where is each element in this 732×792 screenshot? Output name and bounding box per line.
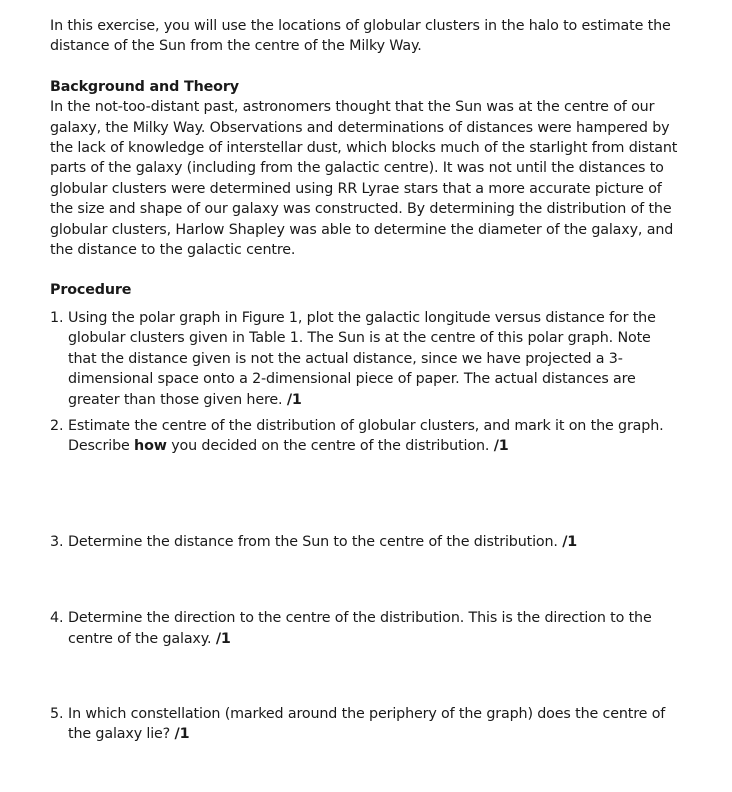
background-section xyxy=(50,77,680,261)
step-mark: /1 xyxy=(493,438,509,455)
step-mark: /1 xyxy=(174,726,190,743)
step-emphasis: how xyxy=(134,438,167,455)
document-page xyxy=(50,16,680,745)
step-number: 1. xyxy=(50,309,64,326)
step-text: Estimate the centre of the distribution of globular clusters, and mark it on the graph. Describe xyxy=(68,417,664,455)
step-mark: /1 xyxy=(215,630,231,647)
step-number: 3. xyxy=(50,533,64,550)
step-text-continued: you decided on the centre of the distribution. xyxy=(171,438,490,455)
step-mark: /1 xyxy=(286,391,302,408)
step-text: Determine the distance from the Sun to the centre of the distribution. xyxy=(68,533,558,550)
step-mark: /1 xyxy=(562,533,578,550)
step-number: 2. xyxy=(50,417,64,434)
intro-paragraph xyxy=(50,16,680,57)
step-text: Determine the direction to the centre of the distribution. This is the direction to the centre of the galaxy. xyxy=(68,610,652,647)
procedure-step-4 xyxy=(50,608,680,649)
procedure-step-2 xyxy=(50,416,680,457)
step-text: In which constellation (marked around the periphery of the graph) does the centre of the galaxy lie? xyxy=(68,705,666,743)
procedure-step-3 xyxy=(50,532,680,552)
procedure-section xyxy=(50,280,680,744)
intro-text: In this exercise, you will use the locations of globular clusters in the halo to estimate the distance of the Sun from the centre of the Milky Way. xyxy=(50,18,671,55)
step-text: Using the polar graph in Figure 1, plot the galactic longitude versus distance for the globular clusters given in Table 1. The Sun is at the centre of this polar graph. Note that the distance given is not the actual distance, since we have projected a 3-dimensional space onto a 2-dimensional piece of paper. The actual distances are greater than those given here. xyxy=(68,309,656,408)
step-number: 5. xyxy=(50,705,64,722)
step-number: 4. xyxy=(50,610,64,627)
procedure-steps-list xyxy=(50,308,680,745)
background-heading: Background and Theory xyxy=(50,78,239,95)
procedure-heading: Procedure xyxy=(50,282,132,299)
procedure-step-5 xyxy=(50,704,680,745)
procedure-step-1 xyxy=(50,308,680,410)
background-paragraph: In the not-too-distant past, astronomers thought that the Sun was at the centre of our galaxy, the Milky Way. Observations and determinations of distances were hampered by the lack of knowledge of interstellar dust, which blocks much of the starlight from distant parts of the galaxy (including from the galactic centre). It was not until the distances to globular clusters were determined using RR Lyrae stars that a more accurate picture of the size and shape of our galaxy was constructed. By determining the distribution of the globular clusters, Harlow Shapley was able to determine the diameter of the galaxy, and the distance to the galactic centre. xyxy=(50,99,678,259)
